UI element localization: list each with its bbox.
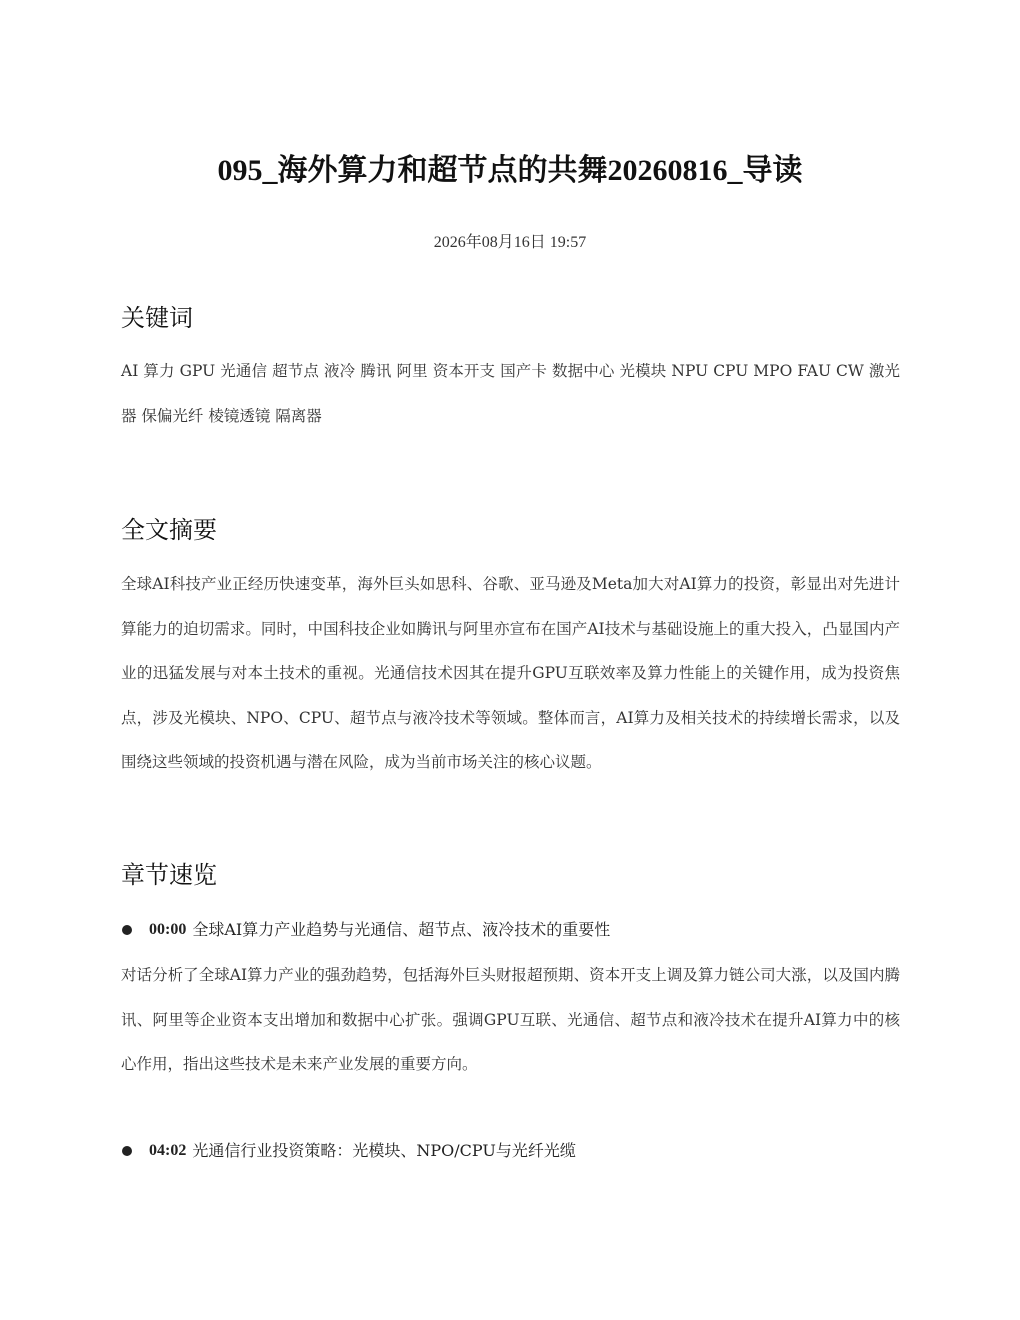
chapter-time: 04:02 xyxy=(149,1142,187,1159)
chapter-title: 光通信行业投资策略：光模块、NPO/CPU与光纤光缆 xyxy=(192,1141,576,1160)
chapter-title: 全球AI算力产业趋势与光通信、超节点、液冷技术的重要性 xyxy=(192,920,611,939)
bullet-icon xyxy=(122,925,132,935)
chapter-item-1 xyxy=(121,915,900,945)
document-title: 095_海外算力和超节点的共舞20260816_导读 xyxy=(217,154,803,187)
chapters-heading: 章节速览 xyxy=(121,861,217,889)
summary-text: 全球AI科技产业正经历快速变革，海外巨头如思科、谷歌、亚马逊及Meta加大对AI算力的投资，彰显出对先进计算能力的迫切需求。同时，中国科技企业如腾讯与阿里亦宣布在国产AI技术与基础设施上的重大投入，凸显国内产业的迅猛发展与对本土技术的重视。光通信技术因其在提升GPU互联效率及算力性能上的关键作用，成为投资焦点，涉及光模块、NPO、CPU、超节点与液冷技术等领域。整体而言，AI算力及相关技术的持续增长需求，以及围绕这些领域的投资机遇与潜在风险，成为当前市场关注的核心议题。 xyxy=(121,575,900,771)
chapter-description-1: 对话分析了全球AI算力产业的强劲趋势，包括海外巨头财报超预期、资本开支上调及算力链公司大涨，以及国内腾讯、阿里等企业资本支出增加和数据中心扩张。强调GPU互联、光通信、超节点和液冷技术在提升AI算力中的核心作用，指出这些技术是未来产业发展的重要方向。 xyxy=(121,966,900,1073)
chapter-time: 00:00 xyxy=(149,921,187,938)
keywords-heading: 关键词 xyxy=(121,304,193,332)
chapter-item-2 xyxy=(121,1136,900,1166)
bullet-icon xyxy=(122,1146,132,1156)
summary-heading: 全文摘要 xyxy=(121,516,217,544)
keywords-text: AI 算力 GPU 光通信 超节点 液冷 腾讯 阿里 资本开支 国产卡 数据中心 光模块 NPU CPU MPO FAU CW 激光器 保偏光纤 棱镜透镜 隔离器 xyxy=(121,362,900,425)
document-date: 2026年08月16日 19:57 xyxy=(433,234,587,251)
